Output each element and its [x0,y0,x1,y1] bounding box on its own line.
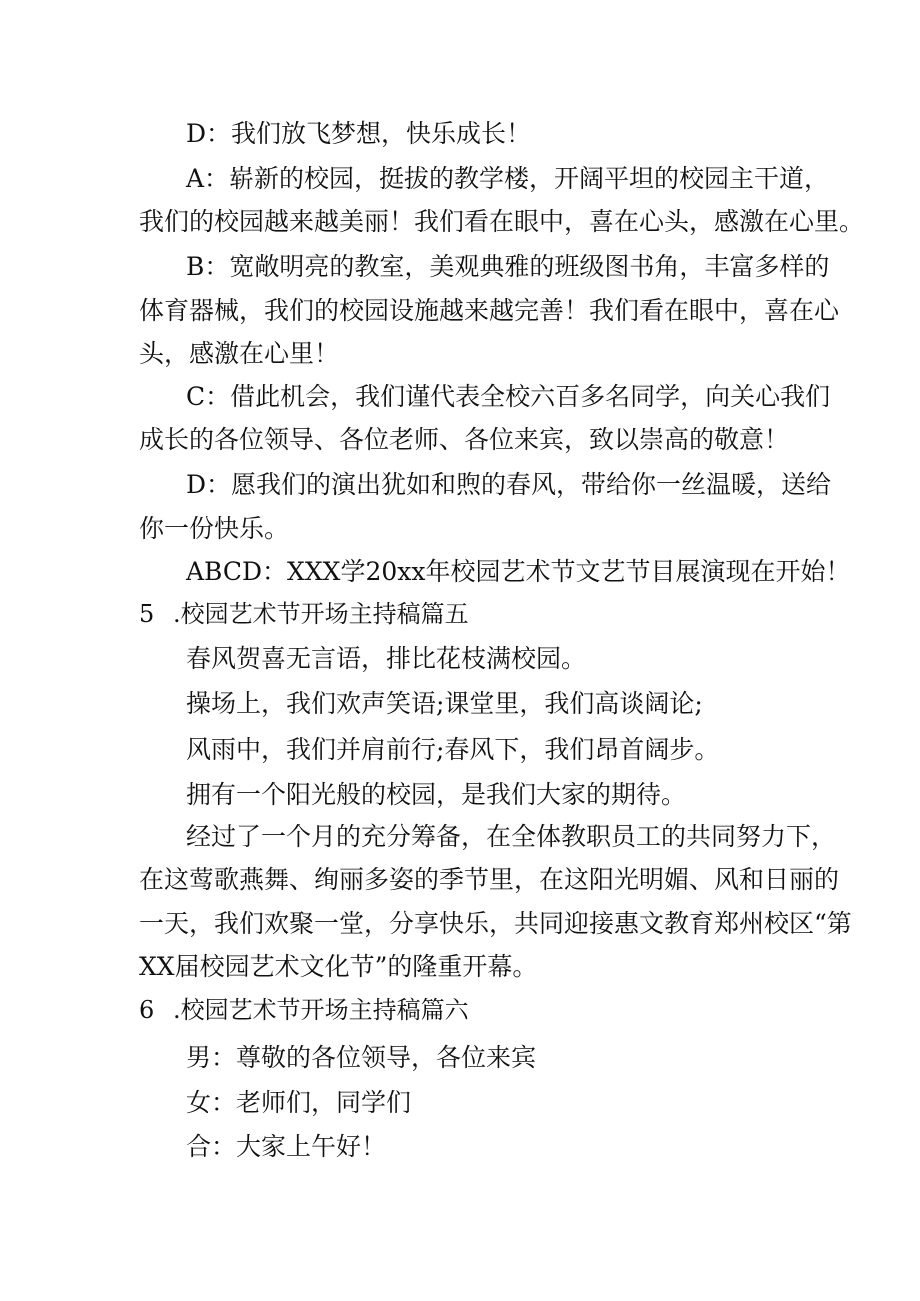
paragraph-line-continued: 一天，我们欢聚一堂，分享快乐，共同迎接惠文教育郑州校区“第 [139,909,852,938]
section-title: .校园艺术节开场主持稿篇六 [173,996,469,1024]
section-number: 6 [139,996,155,1024]
paragraph-line: 操场上，我们欢声笑语;课堂里，我们高谈阔论; [186,689,703,718]
section-heading-6 [139,994,469,1026]
dialogue-line: 女：老师们，同学们 [186,1088,412,1117]
dialogue-line: 男：尊敬的各位领导，各位来宾 [186,1043,537,1072]
dialogue-line: B：宽敞明亮的教室，美观典雅的班级图书角，丰富多样的 [186,252,830,281]
dialogue-line-continued: 成长的各位领导、各位老师、各位来宾，致以崇高的敬意！ [139,425,790,454]
section-number: 5 [139,600,155,628]
paragraph-line-continued: XX届校园艺术文化节”的隆重开幕。 [139,952,538,981]
paragraph-line: 拥有一个阳光般的校园，是我们大家的期待。 [186,780,687,809]
dialogue-line: ABCD：XXX学20xx年校园艺术节文艺节目展演现在开始！ [186,557,851,586]
dialogue-line: 合：大家上午好！ [186,1132,387,1161]
dialogue-line-continued: 头，感激在心里！ [139,339,340,368]
dialogue-line-continued: 你一份快乐。 [139,514,290,543]
paragraph-line-continued: 在这莺歌燕舞、绚丽多姿的季节里，在这阳光明媚、风和日丽的 [139,865,840,894]
dialogue-line: A：崭新的校园，挺拔的教学楼，开阔平坦的校园主干道， [186,164,830,193]
dialogue-line-continued: 体育器械，我们的校园设施越来越完善！我们看在眼中，喜在心 [139,296,840,325]
section-title: .校园艺术节开场主持稿篇五 [173,600,469,628]
dialogue-line: C：借此机会，我们谨代表全校六百多名同学，向关心我们 [186,382,831,411]
paragraph-line: 风雨中，我们并肩前行;春风下，我们昂首阔步。 [186,735,720,764]
paragraph-line: 春风贺喜无言语，排比花枝满校园。 [186,644,587,673]
dialogue-line: D：愿我们的演出犹如和煦的春风，带给你一丝温暖，送给 [186,470,832,499]
dialogue-line-continued: 我们的校园越来越美丽！我们看在眼中，喜在心头，感激在心里。 [139,207,865,236]
dialogue-line: D：我们放飞梦想，快乐成长！ [186,119,532,148]
paragraph-line: 经过了一个月的充分筹备，在全体教职员工的共同努力下， [186,822,837,851]
section-heading-5 [139,598,469,630]
